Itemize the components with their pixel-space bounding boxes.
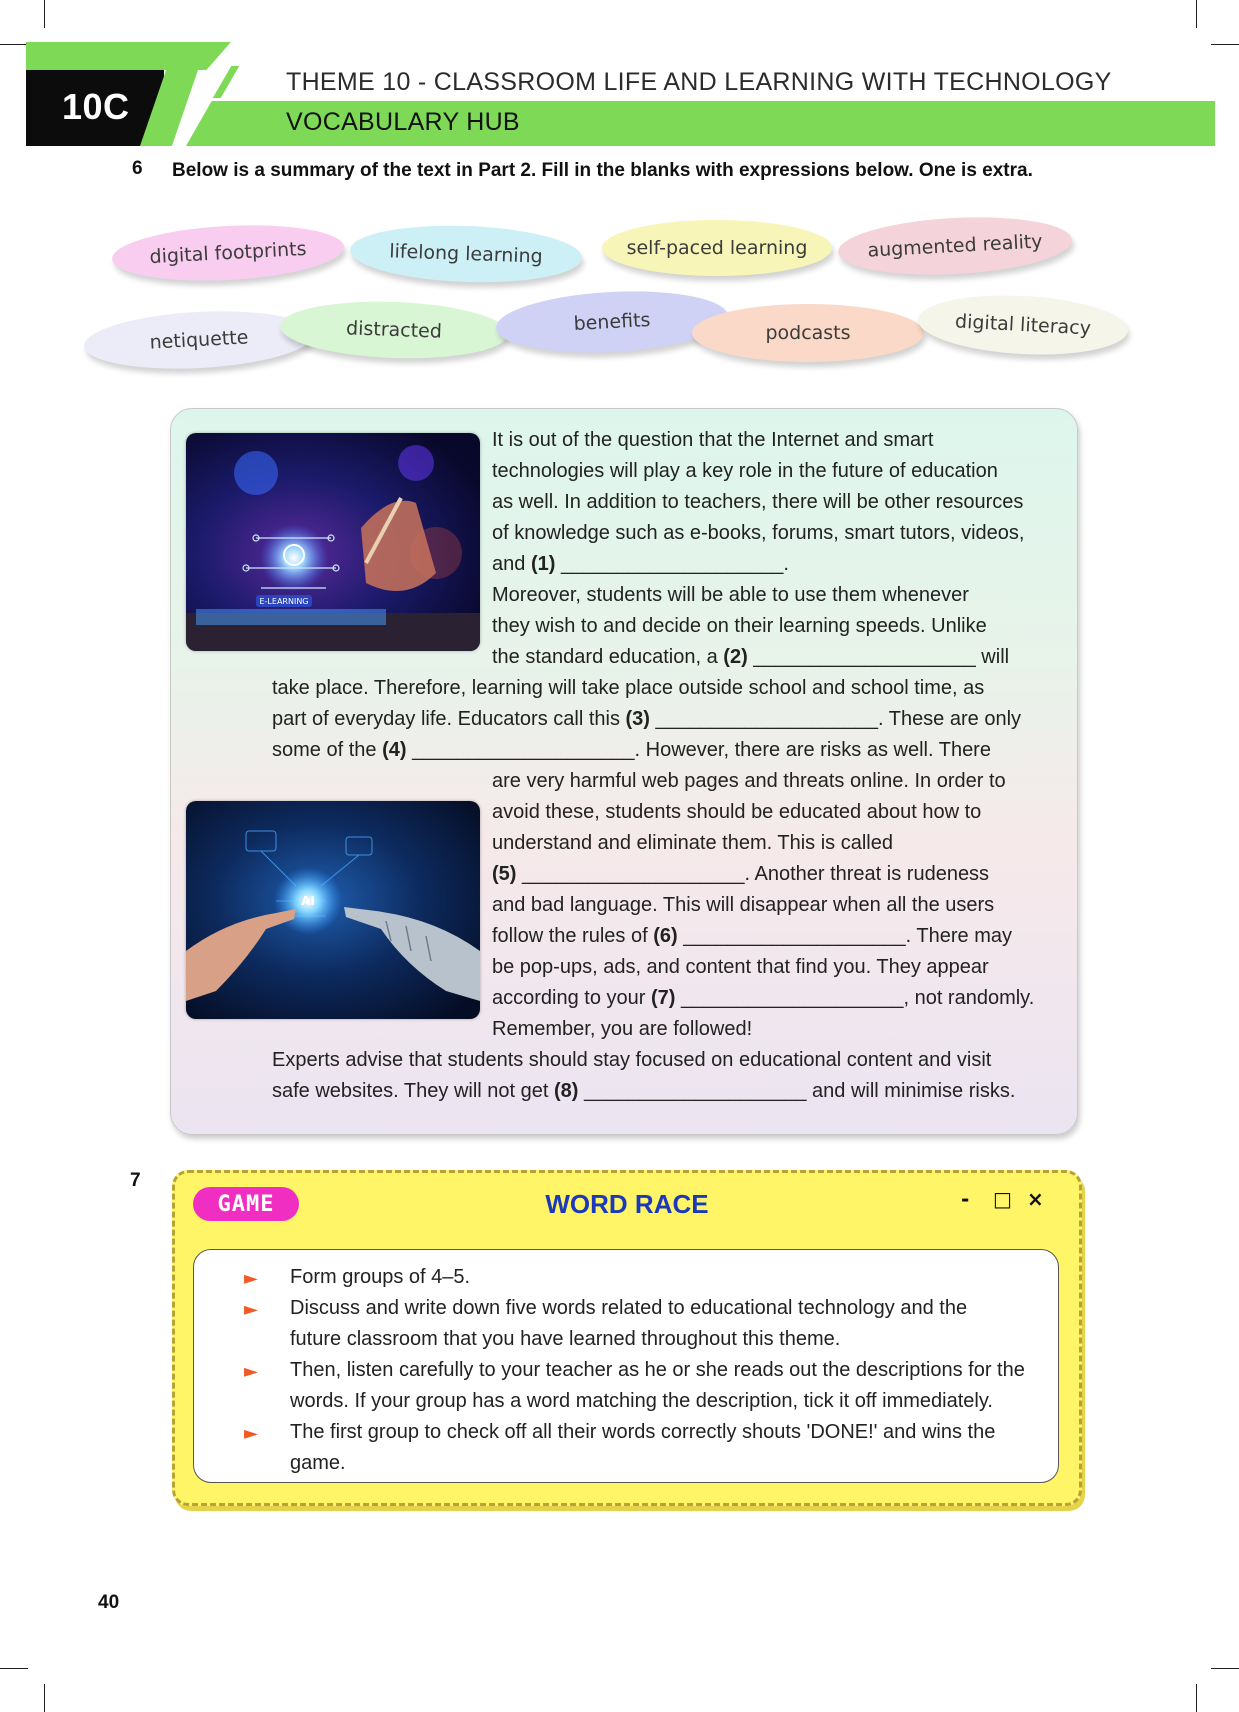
text-line: be pop-ups, ads, and content that find you. They appear xyxy=(492,956,989,978)
crop-mark xyxy=(44,0,45,28)
crop-mark xyxy=(1196,1684,1197,1712)
text-line: understand and eliminate them. This is called xyxy=(492,832,893,854)
close-icon: × xyxy=(1027,1187,1044,1211)
text-line: according to your (7) ____________________, not randomly. xyxy=(492,987,1035,1009)
blank-number: (1) xyxy=(530,553,556,575)
game-instructions xyxy=(193,1249,1059,1483)
blank-5: ____________________. Another threat is rudeness xyxy=(516,863,990,885)
text-line: safe websites. They will not get (8) ____________________ and will minimise risks. xyxy=(272,1080,1016,1102)
e-learning-photo xyxy=(186,433,480,651)
ai-hands-photo xyxy=(186,801,480,1019)
instruction-line: The first group to check off all their words correctly shouts 'DONE!' and wins the xyxy=(290,1421,996,1443)
unit-code: 10C xyxy=(62,86,130,127)
text-line: follow the rules of (6) ____________________. There may xyxy=(492,925,1013,947)
word-chip: self-paced learning xyxy=(602,220,832,276)
text-line: avoid these, students should be educated about how to xyxy=(492,801,982,823)
page-number: 40 xyxy=(98,1592,120,1613)
text-line: are very harmful web pages and threats online. In order to xyxy=(492,770,1006,792)
theme-title: THEME 10 - CLASSROOM LIFE AND LEARNING WITH TECHNOLOGY xyxy=(286,68,1112,96)
maximize-icon: □ xyxy=(993,1187,1012,1211)
text-line: of knowledge such as e-books, forums, smart tutors, videos, xyxy=(492,522,1025,544)
blank-number: (4) xyxy=(382,739,407,761)
text-line: Moreover, students will be able to use them whenever xyxy=(492,584,969,606)
text-line xyxy=(492,863,989,886)
bullet-arrow-icon: ► xyxy=(244,1299,258,1320)
text-line: technologies will play a key role in the future of education xyxy=(492,460,998,482)
exercise-instruction: Below is a summary of the text in Part 2. Fill in the blanks with expressions below. One is extra. xyxy=(172,160,1033,181)
instruction-line: Then, listen carefully to your teacher as he or she reads out the descriptions for the xyxy=(290,1359,1025,1381)
blank-3: ____________________. These are only xyxy=(649,708,1022,730)
text-line: they wish to and decide on their learning speeds. Unlike xyxy=(492,615,987,637)
instruction-line: future classroom that you have learned throughout this theme. xyxy=(290,1328,841,1350)
blank-number: (6) xyxy=(653,925,678,947)
crop-mark xyxy=(1196,0,1197,28)
section-title: VOCABULARY HUB xyxy=(286,108,520,136)
blank-6: ____________________. There may xyxy=(677,925,1013,947)
instruction-line: game. xyxy=(290,1452,346,1474)
word-race-game-box xyxy=(172,1170,1082,1506)
photo-caption: AI xyxy=(301,894,315,908)
exercise-number: 7 xyxy=(130,1170,141,1191)
blank-7: ____________________, not randomly. xyxy=(675,987,1035,1009)
e-learning-illustration xyxy=(186,433,480,651)
photo-caption: E-LEARNING xyxy=(259,597,309,606)
word-chip: augmented reality xyxy=(837,212,1074,280)
word-chip: benefits xyxy=(495,286,730,358)
text-line: and (1) ____________________. xyxy=(492,553,789,575)
crop-mark xyxy=(1211,1668,1239,1669)
blank-number: (2) xyxy=(723,646,748,668)
header-accent-top xyxy=(26,42,231,70)
header-stroke xyxy=(213,66,239,98)
blank-number: (8) xyxy=(554,1080,579,1102)
game-title: WORD RACE xyxy=(545,1189,709,1219)
instruction-line: Discuss and write down five words related to educational technology and the xyxy=(290,1297,968,1319)
text-line: It is out of the question that the Internet and smart xyxy=(492,429,934,451)
text-line: Experts advise that students should stay focused on educational content and visit xyxy=(272,1049,992,1071)
text-line: some of the (4) ____________________. However, there are risks as well. There xyxy=(272,739,991,761)
crop-mark xyxy=(0,44,28,45)
exercise-number: 6 xyxy=(132,158,143,179)
text-line: as well. In addition to teachers, there will be other resources xyxy=(492,491,1024,513)
crop-mark xyxy=(1211,44,1239,45)
crop-mark xyxy=(44,1684,45,1712)
word-chip: distracted xyxy=(279,298,509,362)
word-chip: netiquette xyxy=(83,306,316,374)
word-chip: lifelong learning xyxy=(349,222,583,286)
bullet-arrow-icon: ► xyxy=(244,1268,258,1289)
blank-1: ____________________. xyxy=(555,553,789,575)
text-line: Remember, you are followed! xyxy=(492,1018,753,1040)
blank-number: (5) xyxy=(492,863,517,885)
instruction-line: words. If your group has a word matching the description, tick it off immediately. xyxy=(290,1390,993,1412)
minimize-icon: - xyxy=(961,1187,970,1211)
text-line: take place. Therefore, learning will take place outside school and school time, as xyxy=(272,677,985,699)
text-line: the standard education, a (2) ____________________ will xyxy=(492,646,1010,668)
crop-mark xyxy=(0,1668,28,1669)
word-chip: digital footprints xyxy=(111,220,346,286)
blank-number: (7) xyxy=(650,987,676,1009)
bullet-arrow-icon: ► xyxy=(244,1361,258,1382)
ai-hands-illustration xyxy=(186,801,480,1019)
instruction-line: Form groups of 4–5. xyxy=(290,1266,471,1288)
word-chip: digital literacy xyxy=(917,291,1130,360)
blank-2: ____________________ will xyxy=(747,646,1010,668)
text-line: part of everyday life. Educators call this (3) ____________________. These are only xyxy=(272,708,1022,730)
game-badge: GAME xyxy=(193,1187,299,1221)
blank-number: (3) xyxy=(625,708,650,730)
text-line: and bad language. This will disappear when all the users xyxy=(492,894,995,916)
blank-8: ____________________ and will minimise risks. xyxy=(578,1080,1016,1102)
word-chip: podcasts xyxy=(692,304,924,362)
bullet-arrow-icon: ► xyxy=(244,1423,258,1444)
blank-4: ____________________. However, there are risks as well. There xyxy=(406,739,991,761)
